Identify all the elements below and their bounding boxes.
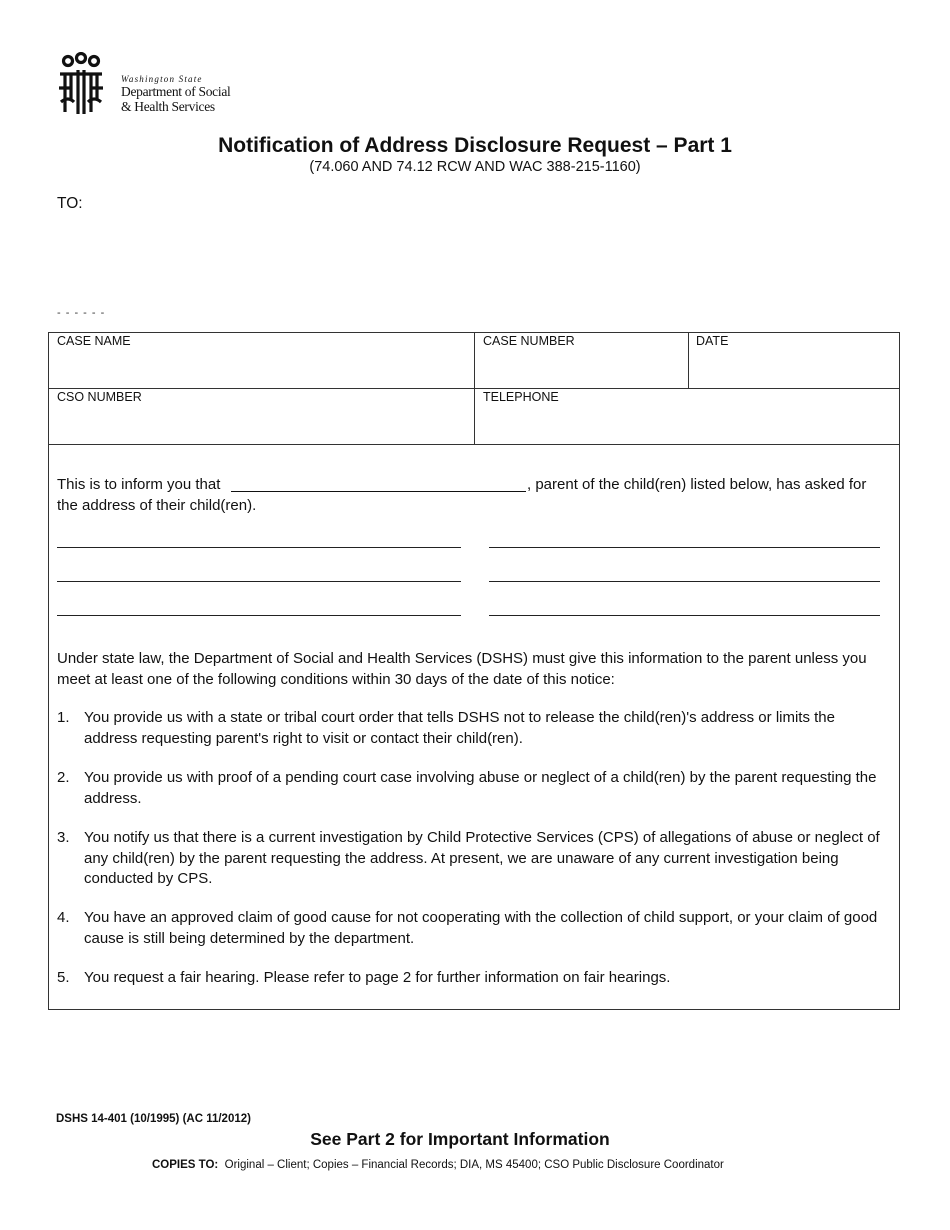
list-item: [57, 828, 887, 890]
child-name-line[interactable]: [57, 547, 461, 548]
list-item: [57, 768, 887, 810]
list-text: You request a fair hearing. Please refer to page 2 for further information on fair hearings.: [84, 969, 671, 986]
list-text: You have an approved claim of good cause for not cooperating with the collection of child support, or your claim of good cause is still being determined by the department.: [84, 909, 878, 947]
case-number-field[interactable]: [475, 333, 688, 388]
list-number: 5.: [57, 969, 70, 986]
see-part2-heading: See Part 2 for Important Information: [310, 1129, 610, 1149]
to-label: TO:: [57, 195, 83, 212]
list-number: 2.: [57, 769, 70, 786]
list-number: 1.: [57, 709, 70, 726]
child-name-line[interactable]: [57, 581, 461, 582]
case-name-field[interactable]: [49, 333, 474, 388]
list-item: [57, 908, 887, 950]
cso-number-field[interactable]: [49, 389, 474, 444]
child-name-line[interactable]: [57, 615, 461, 616]
logo-state: Washington State: [121, 74, 203, 84]
copies-text: Original – Client; Copies – Financial Records; DIA, MS 45400; CSO Public Disclosure Coordinator: [224, 1159, 724, 1171]
date-field[interactable]: [689, 333, 899, 388]
inform-line2: the address of their child(ren).: [57, 497, 257, 514]
telephone-label: TELEPHONE: [483, 390, 559, 404]
case-number-label: CASE NUMBER: [483, 334, 575, 348]
page-title: Notification of Address Disclosure Request – Part 1: [218, 134, 732, 157]
child-name-line[interactable]: [489, 547, 880, 548]
list-item: [57, 708, 887, 750]
family-figures-icon: [59, 54, 103, 115]
list-text: You provide us with a state or tribal court order that tells DSHS not to release the child(ren)'s address or limits the address requesting parent's right to visit or contact their child(ren).: [84, 709, 835, 747]
case-name-label: CASE NAME: [57, 334, 131, 348]
copies-label: COPIES TO:: [152, 1159, 219, 1171]
list-item: [57, 968, 887, 990]
list-number: 4.: [57, 909, 70, 926]
logo-dept-line2: & Health Services: [121, 99, 215, 114]
cso-number-label: CSO NUMBER: [57, 390, 142, 404]
row-divider: [48, 444, 900, 445]
inform-suffix: , parent of the child(ren) listed below, has asked for: [527, 476, 867, 493]
parent-name-input[interactable]: [231, 491, 526, 492]
fold-marker: - - - - - -: [57, 307, 106, 319]
date-label: DATE: [696, 334, 729, 348]
list-text: You provide us with proof of a pending court case involving abuse or neglect of a child(ren) by the parent requesting the address.: [84, 769, 877, 807]
child-name-line[interactable]: [489, 615, 880, 616]
logo-text: [121, 74, 230, 114]
child-name-line[interactable]: [489, 581, 880, 582]
telephone-field[interactable]: [475, 389, 899, 444]
list-text: You notify us that there is a current investigation by Child Protective Services (CPS) of allegations of abuse or neglect of any child(ren) by the parent requesting the address. At present, we are unaware of any current investigation being conducted by CPS.: [84, 829, 880, 887]
logo-dept-line1: Department of Social: [121, 84, 231, 99]
inform-prefix: This is to inform you that: [57, 476, 221, 493]
copies-to: [152, 1159, 724, 1171]
form-id: DSHS 14-401 (10/1995) (AC 11/2012): [56, 1113, 251, 1125]
page-subtitle: (74.060 AND 74.12 RCW AND WAC 388-215-1160): [309, 159, 641, 175]
list-number: 3.: [57, 829, 70, 846]
intro-paragraph: Under state law, the Department of Social and Health Services (DSHS) must give this information to the parent unless you meet at least one of the following conditions within 30 days of the date of this notice:: [57, 650, 867, 688]
